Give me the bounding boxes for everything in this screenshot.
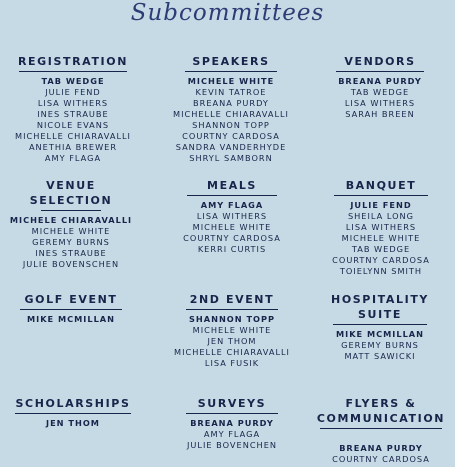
- heading-underline: [334, 195, 428, 196]
- committee-member: SHEILA LONG: [347, 211, 415, 221]
- subcommittee-4: [152, 178, 312, 255]
- heading-underline: [333, 324, 427, 325]
- committee-chair: MIKE MCMILLAN: [27, 314, 115, 324]
- subcommittee-heading: SPEAKERS: [192, 55, 270, 68]
- committee-chair: MICHELE CHIARAVALLI: [9, 215, 133, 225]
- committee-member: MICHELE WHITE: [192, 325, 272, 335]
- committee-member: AMY FLAGA: [44, 153, 102, 163]
- committee-member: COURTNY CARDOSA: [332, 454, 430, 464]
- committee-member: TAB WEDGE: [351, 244, 411, 254]
- committee-member: SHANNON TOPP: [192, 120, 270, 130]
- subcommittee-7: [152, 292, 312, 369]
- committee-chair: JEN THOM: [46, 418, 100, 428]
- committee-member: LISA WITHERS: [196, 211, 268, 221]
- subcommittee-heading: VENDORS: [344, 55, 416, 68]
- committee-member: JEN THOM: [207, 336, 257, 346]
- subcommittee-11: [301, 396, 455, 465]
- subcommittee-heading: SURVEYS: [197, 397, 267, 410]
- subcommittee-heading: FLYERS &: [345, 397, 417, 410]
- committee-chair: MIKE MCMILLAN: [336, 329, 424, 339]
- subcommittee-3: [0, 178, 151, 270]
- committee-member: MICHELE WHITE: [31, 226, 111, 236]
- committee-member: MICHELLE CHIARAVALLI: [174, 347, 290, 357]
- committee-member: JULIE FEND: [45, 87, 101, 97]
- committee-member: TAB WEDGE: [350, 87, 410, 97]
- committee-member: NICOLE EVANS: [36, 120, 110, 130]
- subcommittee-heading: GOLF EVENT: [24, 293, 118, 306]
- committee-member: COURTNY CARDOSA: [183, 233, 281, 243]
- subcommittee-heading: MEALS: [207, 179, 257, 192]
- committee-chair: TAB WEDGE: [41, 76, 105, 86]
- committee-chair: BREANA PURDY: [190, 418, 274, 428]
- committee-member: KEVIN TATROE: [195, 87, 267, 97]
- heading-underline: [320, 428, 442, 429]
- heading-underline: [336, 71, 424, 72]
- committee-chair: BREANA PURDY: [338, 76, 422, 86]
- subcommittee-2: [300, 54, 455, 120]
- committee-chair: MICHELE WHITE: [187, 76, 275, 86]
- committee-member: SHRYL SAMBORN: [189, 153, 273, 163]
- subcommittee-5: [301, 178, 455, 277]
- committee-member: MICHELE WHITE: [192, 222, 272, 232]
- heading-underline: [41, 210, 101, 211]
- committee-member: MATT SAWICKI: [344, 351, 416, 361]
- committee-member: LISA WITHERS: [344, 98, 416, 108]
- committee-member: JULIE BOVENSCHEN: [22, 259, 120, 269]
- subcommittee-heading: 2ND EVENT: [189, 293, 275, 306]
- committee-member: LISA WITHERS: [37, 98, 109, 108]
- committee-member: SARAH BREEN: [345, 109, 415, 119]
- committee-member: MICHELE WHITE: [341, 233, 421, 243]
- committee-member: KERRI CURTIS: [197, 244, 267, 254]
- subcommittee-heading: HOSPITALITY: [331, 293, 429, 306]
- subcommittee-0: [0, 54, 153, 164]
- heading-underline: [20, 309, 122, 310]
- subcommittee-9: [0, 396, 153, 429]
- heading-underline: [19, 71, 127, 72]
- subcommittee-heading: SELECTION: [29, 194, 113, 207]
- subcommittee-heading: SUITE: [358, 308, 402, 321]
- committee-member: TOIELYNN SMITH: [339, 266, 423, 276]
- committee-chair: AMY FLAGA: [200, 200, 264, 210]
- committee-member: SANDRA VANDERHYDE: [175, 142, 287, 152]
- heading-underline: [186, 413, 278, 414]
- subcommittee-8: [300, 292, 455, 362]
- committee-member: GEREMY BURNS: [341, 340, 419, 350]
- committee-member: MICHELLE CHIARAVALLI: [173, 109, 289, 119]
- page-title: Subcommittees: [130, 0, 325, 26]
- committee-chair: SHANNON TOPP: [189, 314, 275, 324]
- committee-member: COURTNY CARDOSA: [182, 131, 280, 141]
- committee-member: BREANA PURDY: [193, 98, 269, 108]
- subcommittee-heading: REGISTRATION: [17, 55, 128, 68]
- subcommittee-heading: BANQUET: [345, 179, 417, 192]
- committee-chair: JULIE FEND: [350, 200, 412, 210]
- committee-member: COURTNY CARDOSA: [332, 255, 430, 265]
- subcommittee-heading: SCHOLARSHIPS: [15, 397, 131, 410]
- committee-member: GEREMY BURNS: [32, 237, 110, 247]
- heading-underline: [185, 71, 277, 72]
- subcommittee-10: [152, 396, 312, 451]
- committee-member: LISA WITHERS: [345, 222, 417, 232]
- subcommittee-heading: VENUE: [46, 179, 96, 192]
- committee-member: INES STRAUBE: [37, 109, 109, 119]
- committee-member: AMY FLAGA: [203, 429, 261, 439]
- committee-member: MICHELLE CHIARAVALLI: [15, 131, 131, 141]
- subcommittee-6: [0, 292, 151, 325]
- committee-member: ANETHIA BREWER: [28, 142, 118, 152]
- committee-chair: BREANA PURDY: [339, 443, 423, 453]
- heading-underline: [186, 309, 278, 310]
- committee-member: LISA FUSIK: [204, 358, 260, 368]
- committee-member: JULIE BOVENCHEN: [186, 440, 277, 450]
- subcommittee-heading: COMMUNICATION: [316, 412, 446, 425]
- heading-underline: [15, 413, 131, 414]
- subcommittee-1: [151, 54, 311, 164]
- committee-member: INES STRAUBE: [35, 248, 107, 258]
- heading-underline: [187, 195, 277, 196]
